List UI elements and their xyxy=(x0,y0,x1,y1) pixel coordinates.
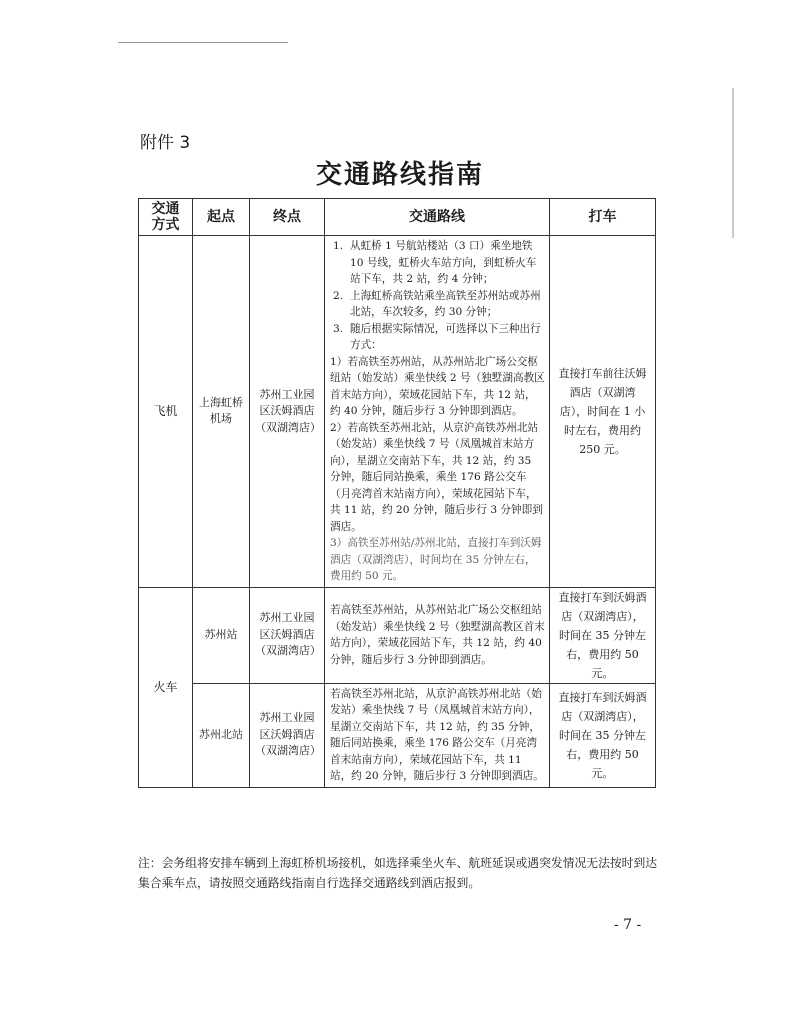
start-cell: 苏州北站 xyxy=(193,683,250,787)
route-step: 2. 上海虹桥高铁站乘坐高铁至苏州站或苏州北站，车次较多，约 30 分钟； xyxy=(333,289,541,318)
end-cell: 苏州工业园区沃姆酒店（双湖湾店） xyxy=(250,683,325,787)
mode-plane: 飞机 xyxy=(139,236,193,588)
route-cell xyxy=(325,236,550,588)
route-step: 1. 从虹桥 1 号航站楼站（3 口）乘坐地铁 10 号线，虹桥火车站方向，到虹桥火车站下车，共 2 站，约 4 分钟； xyxy=(333,240,537,285)
header-mode: 交通方式 xyxy=(139,199,193,236)
start-cell: 上海虹桥机场 xyxy=(193,236,250,588)
route-option: 1）若高铁至苏州站，从苏州站北广场公交枢纽站（始发站）乘坐快线 2 号（独墅湖高教区首末站方向），荣域花园站下车，共 12 站，约 40 分钟，随后步行 3 分钟即到酒店。 xyxy=(330,355,545,417)
taxi-cell: 直接打车到沃姆酒店（双湖湾店），时间在 35 分钟左右，费用约 50 元。 xyxy=(550,683,656,787)
route-table xyxy=(138,198,656,788)
end-cell: 苏州工业园区沃姆酒店（双湖湾店） xyxy=(250,236,325,588)
table-row-train-suzhou xyxy=(139,587,656,683)
page-number: - 7 - xyxy=(614,917,642,933)
header-taxi: 打车 xyxy=(550,199,656,236)
route-steps xyxy=(330,238,545,354)
table-row-plane xyxy=(139,236,656,588)
route-cell: 若高铁至苏州站，从苏州站北广场公交枢纽站（始发站）乘坐快线 2 号（独墅湖高教区首末站方向），荣域花园站下车，共 12 站，约 40 分钟，随后步行 3 分钟即到酒店。 xyxy=(325,587,550,683)
header-start: 起点 xyxy=(193,199,250,236)
table-header-row xyxy=(139,199,656,236)
table-row-train-suzhou-north xyxy=(139,683,656,787)
header-route: 交通路线 xyxy=(325,199,550,236)
route-cell: 若高铁至苏州北站，从京沪高铁苏州北站（始发站）乘坐快线 7 号（凤凰城首末站方向），星湖立交南站下车，共 12 站，约 35 分钟，随后同站换乘，乘坐 176 路公交车（月亮湾首末站南方向），荣域花园站下车，共 11 站，约 20 分钟，随后步行 3 分钟即到酒店。 xyxy=(325,683,550,787)
page-title: 交通路线指南 xyxy=(315,160,484,190)
end-cell: 苏州工业园区沃姆酒店（双湖湾店） xyxy=(250,587,325,683)
attachment-label: 附件 3 xyxy=(140,133,191,153)
route-option: 3）高铁至苏州站/苏州北站，直接打车到沃姆酒店（双湖湾店），时间均在 35 分钟左右，费用约 50 元。 xyxy=(330,537,542,582)
start-cell: 苏州站 xyxy=(193,587,250,683)
route-step: 3. 随后根据实际情况，可选择以下三种出行方式： xyxy=(333,322,541,351)
taxi-cell: 直接打车到沃姆酒店（双湖湾店），时间在 35 分钟左右，费用约 50 元。 xyxy=(550,587,656,683)
mode-train: 火车 xyxy=(139,587,193,787)
header-end: 终点 xyxy=(250,199,325,236)
route-option: 2）若高铁至苏州北站，从京沪高铁苏州北站（始发站）乘坐快线 7 号（凤凰城首末站方向），星湖立交南站下车，共 12 站，约 35 分钟，随后同站换乘，乘坐 176 路公交车（月亮湾首末站南方向），荣域花园站下车，共 11 站，约 20 分钟，随后步行 3 分钟即到酒店。 xyxy=(330,421,543,533)
taxi-cell: 直接打车前往沃姆酒店（双湖湾店），时间在 1 小时左右，费用约 250 元。 xyxy=(550,236,656,588)
scan-edge-line xyxy=(118,42,288,43)
footnote: 注：会务组将安排车辆到上海虹桥机场接机，如选择乘坐火车、航班延误或遇突发情况无法按时到达集合乘车点，请按照交通路线指南自行选择交通路线到酒店报到。 xyxy=(138,856,658,890)
